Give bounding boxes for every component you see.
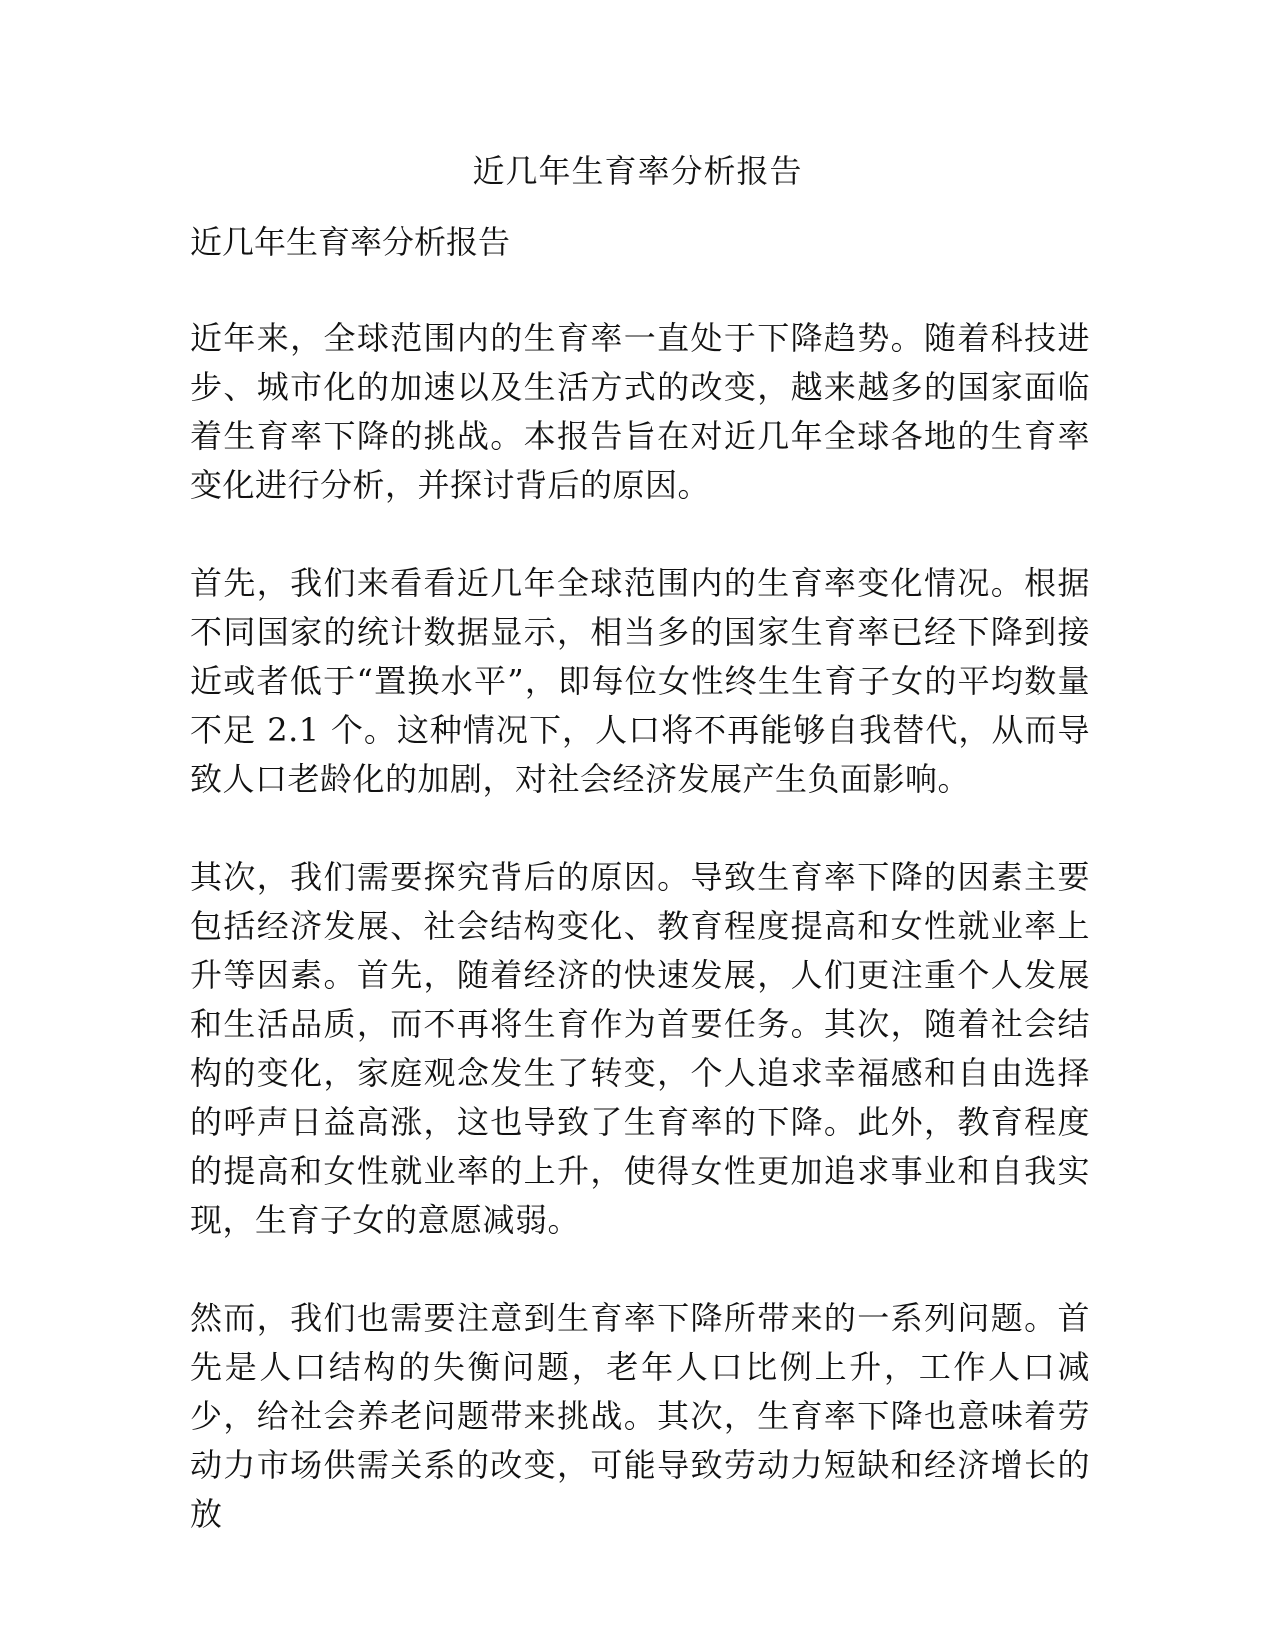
document-body	[190, 218, 1090, 1588]
document-title: 近几年生育率分析报告	[472, 152, 803, 190]
paragraph-intro: 近年来，全球范围内的生育率一直处于下降趋势。随着科技进步、城市化的加速以及生活方式的改变，越来越多的国家面临着生育率下降的挑战。本报告旨在对近几年全球各地的生育率变化进行分析，并探讨背后的原因。	[190, 319, 1090, 504]
document-subheading: 近几年生育率分析报告	[190, 223, 511, 261]
paragraph-causes: 其次，我们需要探究背后的原因。导致生育率下降的因素主要包括经济发展、社会结构变化、教育程度提高和女性就业率上升等因素。首先，随着经济的快速发展，人们更注重个人发展和生活品质，而不再将生育作为首要任务。其次，随着社会结构的变化，家庭观念发生了转变，个人追求幸福感和自由选择的呼声日益高涨，这也导致了生育率的下降。此外，教育程度的提高和女性就业率的上升，使得女性更加追求事业和自我实现，生育子女的意愿减弱。	[190, 858, 1090, 1239]
paragraph-trend: 首先，我们来看看近几年全球范围内的生育率变化情况。根据不同国家的统计数据显示，相当多的国家生育率已经下降到接近或者低于“置换水平”，即每位女性终生生育子女的平均数量不足 2.1 个。这种情况下，人口将不再能够自我替代，从而导致人口老龄化的加剧，对社会经济发展产生负面影响。	[190, 564, 1090, 798]
paragraph-problems: 然而，我们也需要注意到生育率下降所带来的一系列问题。首先是人口结构的失衡问题，老年人口比例上升，工作人口减少，给社会养老问题带来挑战。其次，生育率下降也意味着劳动力市场供需关系的改变，可能导致劳动力短缺和经济增长的放	[190, 1299, 1090, 1533]
